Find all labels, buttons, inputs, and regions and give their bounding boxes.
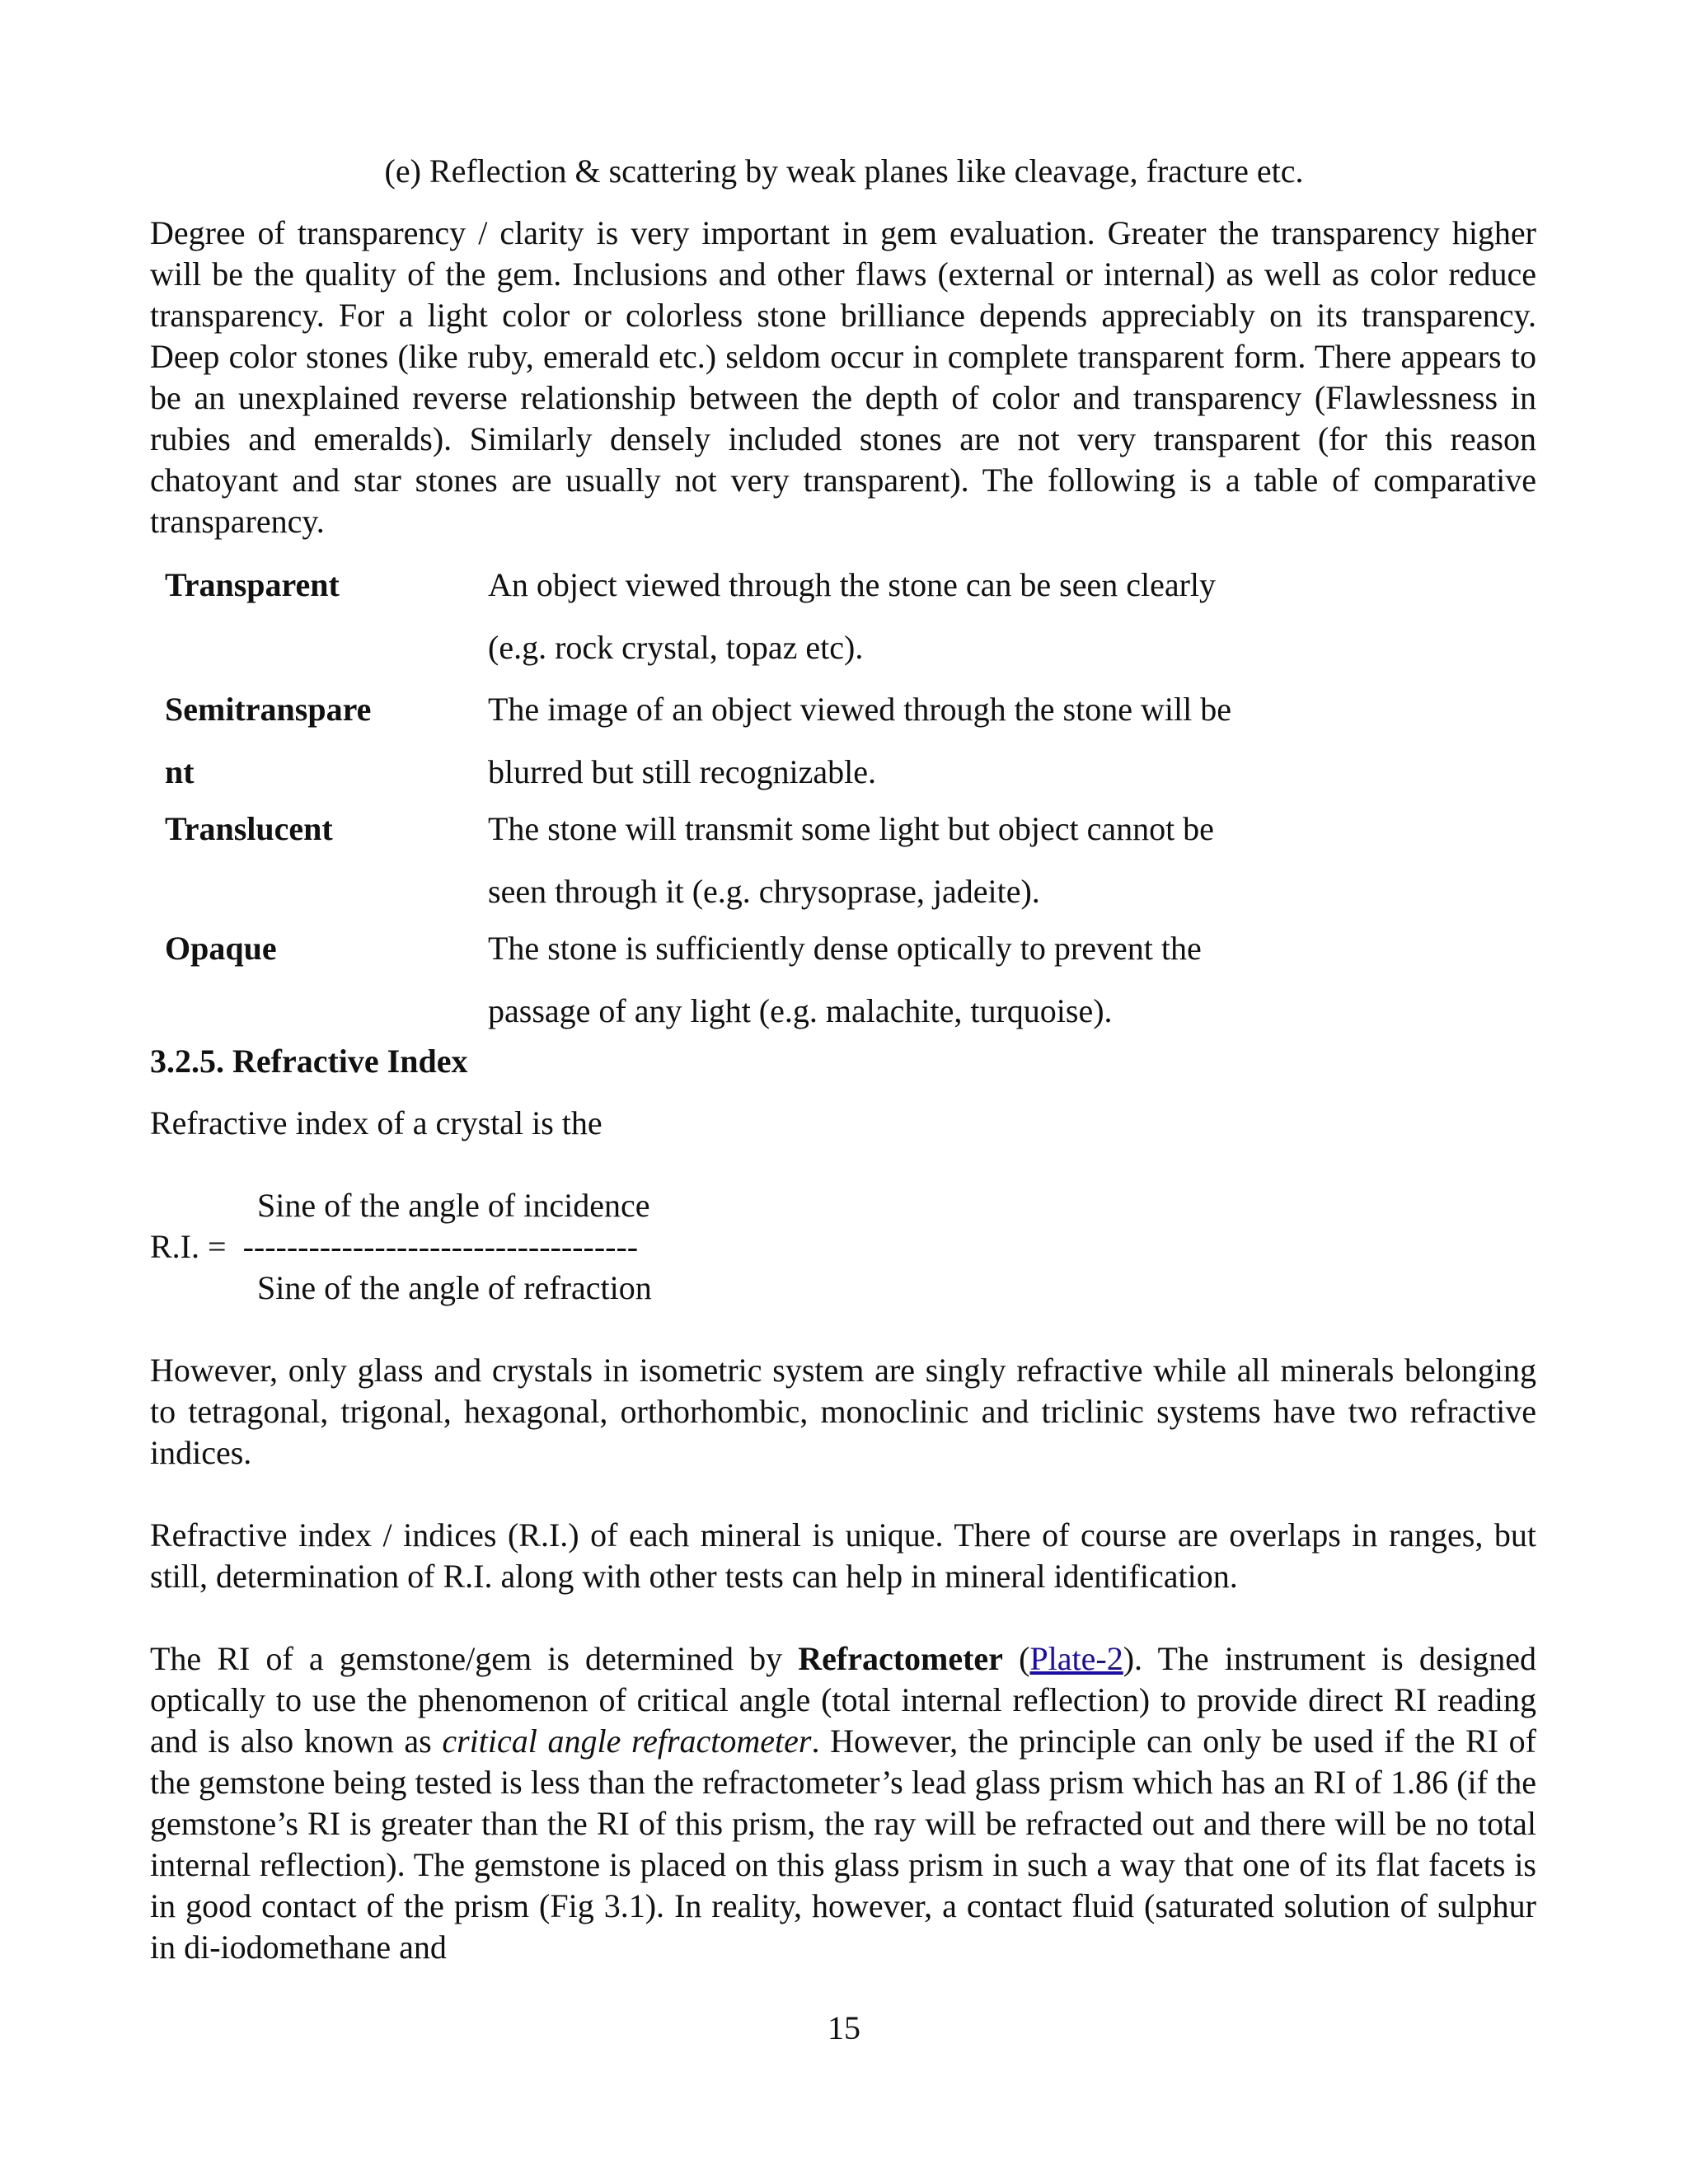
table-term-line: Translucent <box>165 810 333 847</box>
paragraph-unique-text: Refractive index / indices (R.I.) of each mineral is unique. There of course are overlaps in ranges, but still, determination of R.I. along with other tests can help in mineral identification. <box>150 1516 1536 1595</box>
paragraph-refractometer-text <box>150 1638 1536 1968</box>
table-definition <box>488 917 1325 1043</box>
page-number: 15 <box>828 2009 860 2046</box>
refractometer-term: Refractometer <box>798 1640 1003 1677</box>
formula-lhs-label: R.I. = <box>150 1228 227 1265</box>
text-run: ( <box>1002 1640 1030 1677</box>
paragraph-transparency-text: Degree of transparency / clarity is very important in gem evaluation. Greater the transparency higher will be the quality of the gem. Inclusions and other flaws (external or internal) as well as color reduce transparency. For a light color or colorless stone brilliance depends appreciably on its transparency. Deep color stones (like ruby, emerald etc.) seldom occur in complete transparent form. There appears to be an unexplained reverse relationship between the depth of color and transparency (Flawlessness in rubies and emeralds). Similarly densely included stones are not very transparent (for this reason chatoyant and star stones are usually not very transparent). The following is a table of comparative transparency. <box>150 214 1536 540</box>
critical-angle-term: critical angle refractometer <box>442 1722 812 1760</box>
text-run: . However, the principle can only be used if the RI of the gemstone being tested is less than the refractometer’s lead glass prism which has an RI of 1.86 (if the gemstone’s RI is greater than the RI of this prism, the ray will be refracted out and there will be no total internal reflection). The gemstone is placed on this glass prism in such a way that one of its flat facets is in good contact of the prism (Fig 3.1). In reality, however, a contact fluid (saturated solution of sulphur in di-iodomethane and <box>150 1722 1536 1966</box>
paragraph-isometric <box>150 1350 1536 1474</box>
text-run: ). The instrument is designed optically to use the phenomenon of critical angle (total internal reflection) to provide direct RI reading and is also known as <box>150 1640 1537 1760</box>
formula-denominator: Sine of the angle of refraction <box>257 1269 652 1306</box>
table-definition-line: The image of an object viewed through the stone will be <box>488 691 1231 728</box>
table-term <box>165 917 437 980</box>
paragraph-refractometer <box>150 1638 1536 1968</box>
table-definition <box>488 798 1325 923</box>
table-term <box>165 678 437 804</box>
table-definition-line: blurred but still recognizable. <box>488 753 876 790</box>
list-item-e: (e) Reflection & scattering by weak planes like cleavage, fracture etc. <box>384 152 1304 190</box>
table-term-line: Opaque <box>165 930 277 967</box>
section-heading: 3.2.5. Refractive Index <box>150 1043 468 1080</box>
table-term <box>165 554 437 616</box>
table-definition-line: passage of any light (e.g. malachite, turquoise). <box>488 992 1113 1029</box>
table-term-line: Semitranspare <box>165 691 372 728</box>
table-row-semitransparent <box>165 678 1401 802</box>
ri-intro: Refractive index of a crystal is the <box>150 1104 603 1141</box>
table-definition-line: The stone will transmit some light but object cannot be <box>488 810 1214 847</box>
paragraph-transparency <box>150 213 1536 542</box>
table-definition <box>488 678 1325 804</box>
paragraph-isometric-text: However, only glass and crystals in isometric system are singly refractive while all minerals belonging to tetragonal, trigonal, hexagonal, orthorhombic, monoclinic and triclinic systems have two refractive indices. <box>150 1352 1536 1471</box>
table-term <box>165 798 437 860</box>
formula-bar: ------------------------------------ <box>242 1228 639 1265</box>
table-definition-line: An object viewed through the stone can be seen clearly <box>488 566 1217 603</box>
text-run: The RI of a gemstone/gem is determined by <box>150 1640 799 1677</box>
table-term-line: Transparent <box>165 566 340 603</box>
paragraph-unique <box>150 1515 1536 1597</box>
plate-2-link[interactable]: Plate-2 <box>1029 1640 1123 1677</box>
table-row-transparent <box>165 554 1401 677</box>
table-definition <box>488 554 1325 679</box>
table-term-line: nt <box>165 753 195 790</box>
formula-numerator: Sine of the angle of incidence <box>257 1187 650 1224</box>
table-definition-line: seen through it (e.g. chrysoprase, jadeite). <box>488 873 1040 910</box>
table-definition-line: The stone is sufficiently dense optically to prevent the <box>488 930 1202 967</box>
formula-lhs <box>150 1226 638 1268</box>
table-definition-line: (e.g. rock crystal, topaz etc). <box>488 629 864 666</box>
table-row-translucent <box>165 798 1401 921</box>
table-row-opaque <box>165 917 1401 1041</box>
